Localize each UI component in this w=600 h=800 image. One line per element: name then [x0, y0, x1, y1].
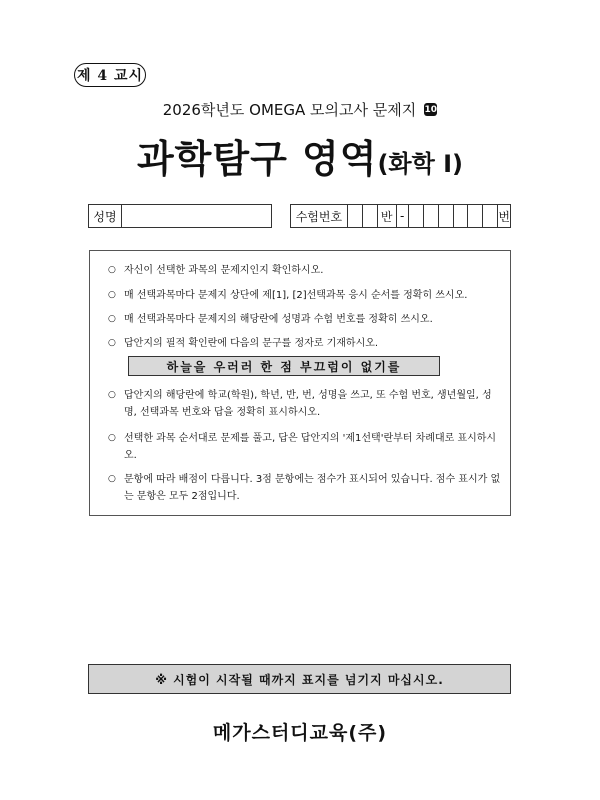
title-main: 과학탐구 영역 [136, 137, 378, 181]
bullet-icon: ○ [108, 433, 116, 443]
exam-period-badge [74, 63, 146, 87]
exam-number-label: 수험번호 [291, 205, 348, 227]
name-label: 성명 [89, 205, 122, 227]
exam-subtitle [0, 99, 600, 120]
name-field[interactable] [88, 204, 272, 228]
bullet-icon: ○ [108, 338, 116, 348]
title-subject: (화학 I) [377, 150, 464, 178]
class-label: 반 [378, 205, 397, 227]
warning-text: ※ 시험이 시작될 때까지 표지를 넘기지 마십시오. [155, 672, 444, 687]
bullet-icon: ○ [108, 474, 116, 484]
page-title [0, 128, 600, 183]
number-label: 번 [498, 209, 510, 224]
warning-banner [88, 664, 511, 694]
digit-cell[interactable] [424, 205, 439, 227]
digit-cell[interactable] [439, 205, 454, 227]
name-input-area[interactable] [122, 205, 271, 227]
instruction-item: ○ 선택한 과목 순서대로 문제를 풀고, 답은 답안지의 '제1선택'란부터 차례대로 표시하시오. [108, 430, 502, 464]
digit-cell[interactable] [454, 205, 469, 227]
instruction-item: ○ 답안지의 해당란에 학교(학원), 학년, 반, 번, 성명을 쓰고, 또 수험 번호, 생년월일, 성명, 선택과목 번호와 답을 정확히 표시하시오. [108, 387, 502, 421]
bullet-icon: ○ [108, 314, 116, 324]
instruction-item: ○ 매 선택과목마다 문제지의 해당란에 성명과 수험 번호를 정확히 쓰시오. [108, 311, 502, 328]
exam-number-field[interactable] [290, 204, 511, 228]
period-label: 제 4 교시 [76, 68, 144, 84]
handwriting-phrase: 하늘을 우러러 한 점 부끄럼이 없기를 [166, 359, 402, 374]
instructions-box [89, 250, 511, 516]
digit-cell[interactable] [468, 205, 483, 227]
bullet-icon: ○ [108, 290, 116, 300]
digit-cell[interactable] [348, 205, 363, 227]
digit-cell[interactable] [363, 205, 378, 227]
dash-separator: - [397, 205, 409, 227]
instruction-item: ○ 매 선택과목마다 문제지 상단에 제[1], [2]선택과목 응시 순서를 정확히 쓰시오. [108, 287, 502, 304]
booklet-number-badge: 10 [424, 104, 438, 115]
publisher-name: 메가스터디교육(주) [212, 722, 388, 744]
instruction-item: ○ 자신이 선택한 과목의 문제지인지 확인하시오. [108, 262, 502, 279]
subtitle-text: 2026학년도 OMEGA 모의고사 문제지 [162, 101, 417, 119]
handwriting-phrase-box [128, 356, 440, 376]
instruction-item: ○ 문항에 따라 배점이 다릅니다. 3점 문항에는 점수가 표시되어 있습니다. 점수 표시가 없는 문항은 모두 2점입니다. [108, 471, 502, 505]
bullet-icon: ○ [108, 265, 116, 275]
digit-cell[interactable] [483, 205, 498, 227]
instruction-item: ○ 답안지의 필적 확인란에 다음의 문구를 정자로 기재하시오. [108, 335, 502, 352]
bullet-icon: ○ [108, 390, 116, 400]
digit-cell[interactable] [409, 205, 424, 227]
